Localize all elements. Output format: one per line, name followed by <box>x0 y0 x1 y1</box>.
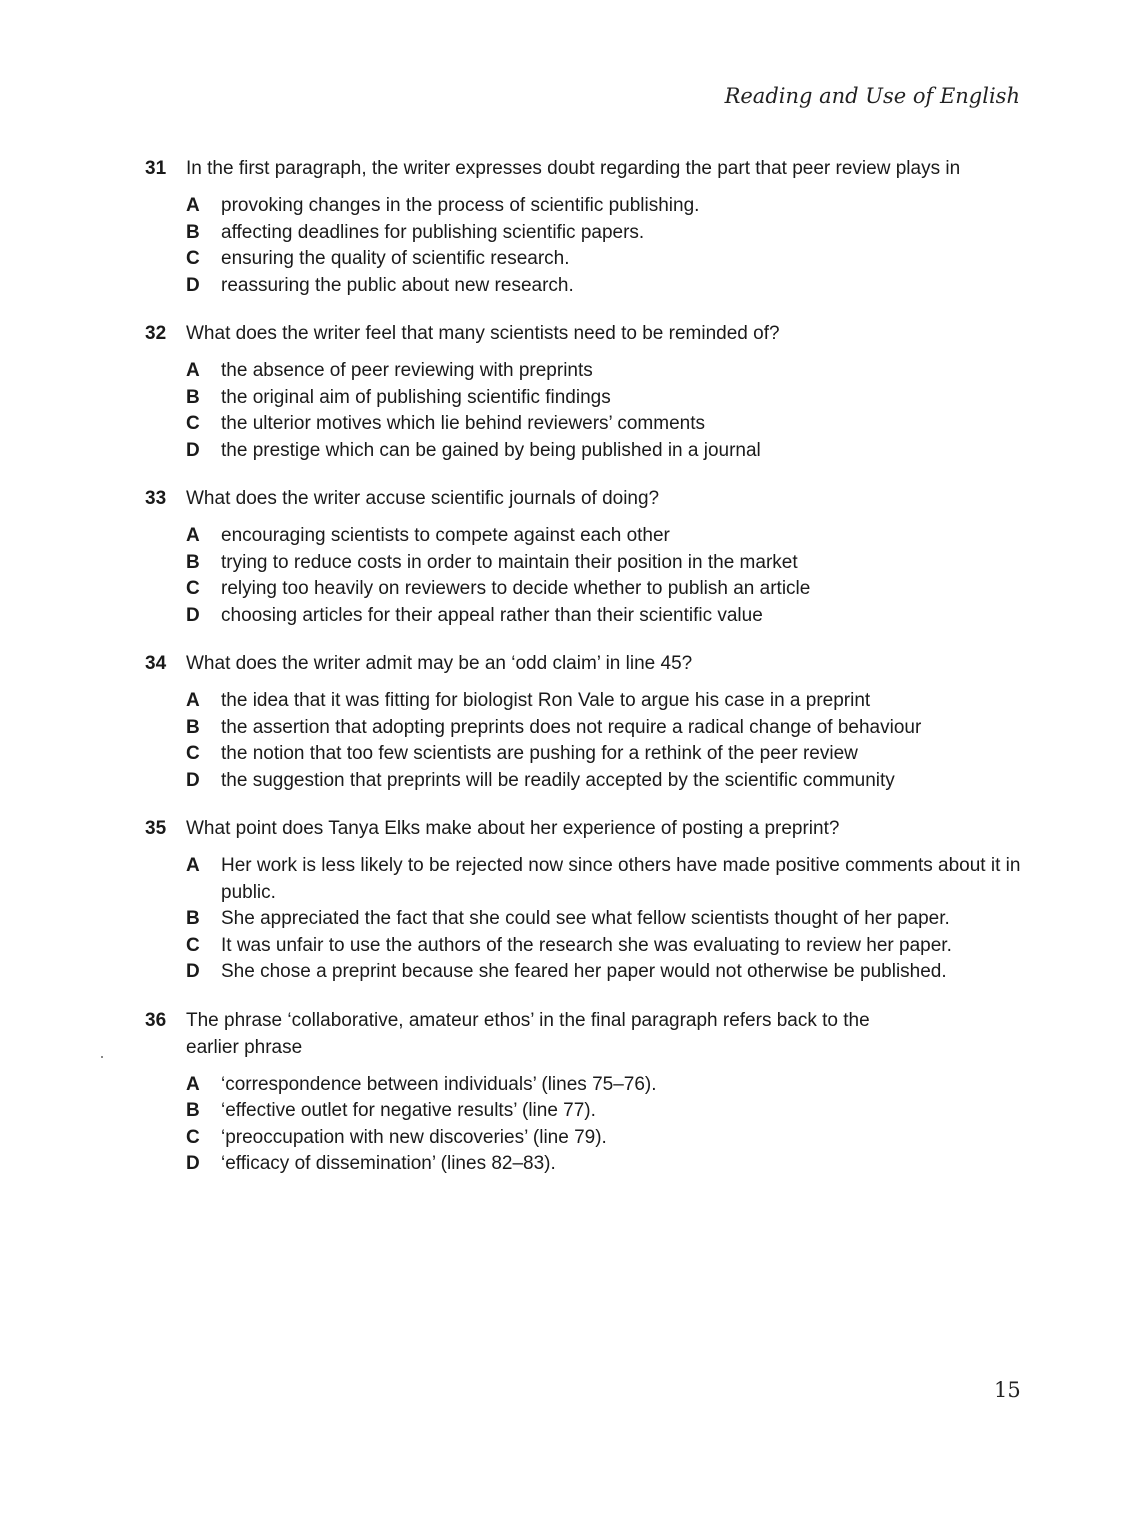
option-letter: C <box>186 743 200 764</box>
option-list <box>186 193 1025 299</box>
option-text: the original aim of publishing scientific findings <box>221 386 611 408</box>
question-stem <box>145 155 1025 182</box>
question-text: What does the writer accuse scientific journals of doing? <box>186 488 660 509</box>
option-list <box>186 358 1025 464</box>
option-letter: B <box>186 551 200 573</box>
option-text: ‘efficacy of dissemination’ (lines 82–83). <box>221 1153 556 1174</box>
question-number: 34 <box>145 653 167 674</box>
option-c <box>186 576 1025 603</box>
option-c <box>186 246 1025 273</box>
question-number: 35 <box>145 818 167 839</box>
option-list <box>186 523 1025 629</box>
option-letter: B <box>186 716 200 738</box>
question-36 <box>145 1007 1025 1178</box>
option-letter: B <box>186 221 200 243</box>
option-text: ‘effective outlet for negative results’ (line 77). <box>221 1100 596 1121</box>
question-text: What does the writer feel that many scientists need to be reminded of? <box>186 323 780 344</box>
option-b <box>186 1098 1025 1125</box>
option-c <box>186 933 1025 960</box>
question-33 <box>145 485 1025 629</box>
option-text: relying too heavily on reviewers to decide whether to publish an article <box>221 578 811 599</box>
option-c <box>186 411 1025 438</box>
option-d <box>186 1151 1025 1178</box>
question-34 <box>145 650 1025 794</box>
option-b <box>186 385 1025 412</box>
option-d <box>186 273 1025 300</box>
option-a <box>186 193 1025 220</box>
option-letter: D <box>186 604 200 626</box>
option-d <box>186 603 1025 630</box>
question-number: 31 <box>145 158 167 179</box>
option-text: the assertion that adopting preprints does not require a radical change of behaviour <box>221 716 922 738</box>
option-letter: B <box>186 908 200 929</box>
option-a <box>186 523 1025 550</box>
option-letter: C <box>186 248 200 269</box>
option-a <box>186 358 1025 385</box>
option-letter: C <box>186 413 200 434</box>
option-text: the suggestion that preprints will be readily accepted by the scientific community <box>221 769 895 791</box>
question-stem <box>145 485 1025 512</box>
option-letter: C <box>186 934 200 956</box>
option-b <box>186 220 1025 247</box>
option-letter: A <box>186 525 200 546</box>
option-letter: D <box>186 439 200 461</box>
margin-mark <box>101 1056 103 1058</box>
option-text: reassuring the public about new research. <box>221 274 574 296</box>
option-b <box>186 906 1025 933</box>
question-35 <box>145 815 1025 986</box>
option-text: Her work is less likely to be rejected now since others have made positive comments about it in public. <box>221 855 1021 903</box>
question-32 <box>145 320 1025 464</box>
option-letter: C <box>186 1126 200 1148</box>
option-text: She appreciated the fact that she could see what fellow scientists thought of her paper. <box>221 908 950 929</box>
option-c <box>186 741 1025 768</box>
option-d <box>186 768 1025 795</box>
question-number: 36 <box>145 1009 167 1031</box>
question-stem <box>145 320 1025 347</box>
option-letter: A <box>186 690 200 711</box>
option-letter: B <box>186 1100 200 1121</box>
option-text: provoking changes in the process of scientific publishing. <box>221 195 700 216</box>
option-text: the ulterior motives which lie behind reviewers’ comments <box>221 413 705 434</box>
option-text: She chose a preprint because she feared her paper would not otherwise be published. <box>221 961 947 982</box>
option-text: the notion that too few scientists are pushing for a rethink of the peer review <box>221 743 858 764</box>
option-text: the absence of peer reviewing with preprints <box>221 360 593 381</box>
option-letter: A <box>186 360 200 381</box>
question-text: What does the writer admit may be an ‘odd claim’ in line 45? <box>186 653 693 674</box>
question-text: The phrase ‘collaborative, amateur ethos’ in the final paragraph refers back to the earlier phrase <box>186 1009 870 1058</box>
option-d <box>186 438 1025 465</box>
option-b <box>186 715 1025 742</box>
option-text: trying to reduce costs in order to maintain their position in the market <box>221 551 798 573</box>
option-letter: C <box>186 578 200 599</box>
question-31 <box>145 155 1025 299</box>
option-c <box>186 1125 1025 1152</box>
option-letter: B <box>186 386 200 408</box>
option-d <box>186 959 1025 986</box>
option-text: the idea that it was fitting for biologist Ron Vale to argue his case in a preprint <box>221 690 871 711</box>
option-text: the prestige which can be gained by being published in a journal <box>221 439 761 461</box>
question-number: 33 <box>145 488 167 509</box>
option-letter: A <box>186 195 200 216</box>
option-letter: A <box>186 855 200 876</box>
option-text: ensuring the quality of scientific research. <box>221 248 570 269</box>
option-text: encouraging scientists to compete against each other <box>221 525 670 546</box>
page-number: 15 <box>994 1378 1021 1402</box>
option-letter: A <box>186 1073 200 1095</box>
question-stem <box>145 650 1025 677</box>
option-text: It was unfair to use the authors of the research she was evaluating to review her paper. <box>221 934 952 956</box>
question-stem <box>145 815 1025 842</box>
option-text: choosing articles for their appeal rather than their scientific value <box>221 604 763 626</box>
question-list <box>145 155 1025 1199</box>
section-title: Reading and Use of English <box>724 84 1020 108</box>
option-list <box>186 688 1025 794</box>
option-letter: D <box>186 1153 200 1174</box>
option-list <box>186 853 1025 986</box>
question-text: In the first paragraph, the writer expresses doubt regarding the part that peer review plays in <box>186 158 961 179</box>
option-text: ‘preoccupation with new discoveries’ (line 79). <box>221 1126 607 1148</box>
option-text: ‘correspondence between individuals’ (lines 75–76). <box>221 1073 657 1095</box>
option-text: affecting deadlines for publishing scientific papers. <box>221 221 645 243</box>
option-a <box>186 1072 1025 1099</box>
option-a <box>186 688 1025 715</box>
question-number: 32 <box>145 323 167 344</box>
option-letter: D <box>186 274 200 296</box>
question-text: What point does Tanya Elks make about her experience of posting a preprint? <box>186 818 840 839</box>
option-letter: D <box>186 769 200 791</box>
option-a <box>186 853 1025 906</box>
option-list <box>186 1072 1025 1178</box>
option-letter: D <box>186 961 200 982</box>
question-stem <box>145 1007 1025 1061</box>
option-b <box>186 550 1025 577</box>
